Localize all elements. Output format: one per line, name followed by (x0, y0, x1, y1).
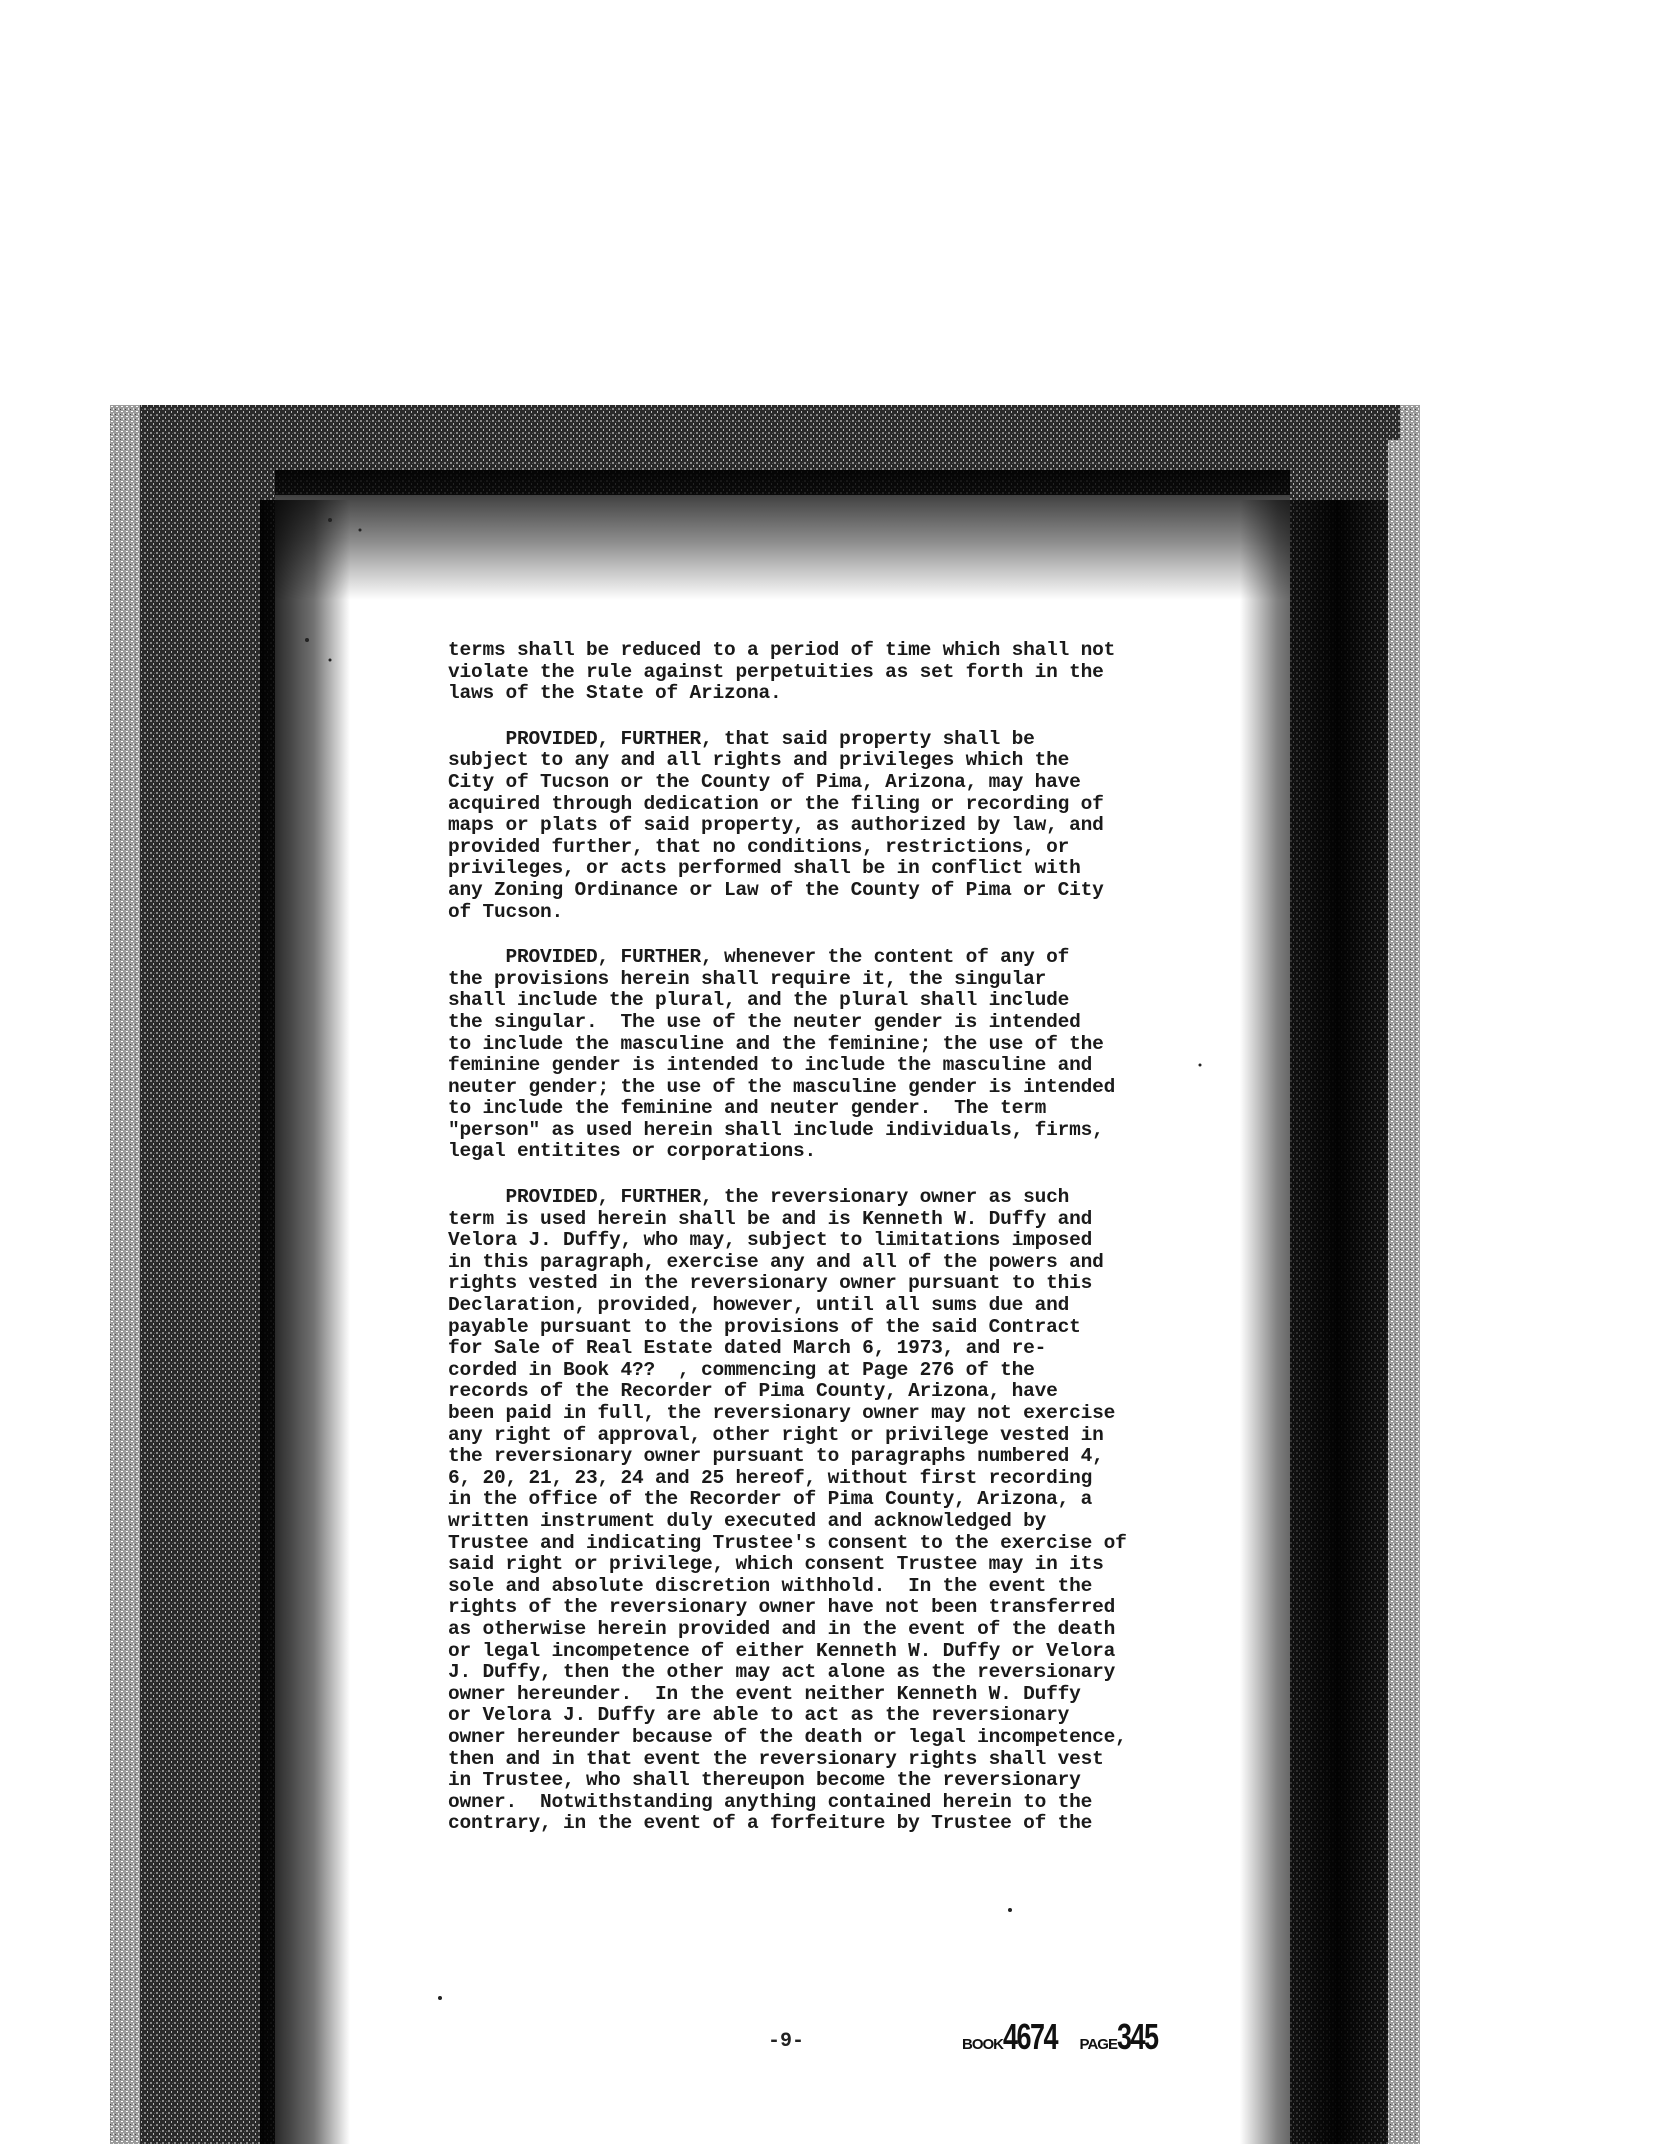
text-line: or legal incompetence of either Kenneth W. Duffy or Velora (448, 1639, 1116, 1662)
text-line: of Tucson. (448, 900, 564, 923)
text-line: for Sale of Real Estate dated March 6, 1973, and re- (448, 1337, 1047, 1360)
text-line: 6, 20, 21, 23, 24 and 25 hereof, without first recording (448, 1466, 1093, 1489)
text-line: in this paragraph, exercise any and all of the powers and (448, 1250, 1104, 1273)
book-page-stamp (962, 2016, 1171, 2058)
text-line: the singular. The use of the neuter gender is intended (448, 1010, 1081, 1033)
text-line: J. Duffy, then the other may act alone as the reversionary (448, 1661, 1116, 1684)
text-line: term is used herein shall be and is Kenneth W. Duffy and (448, 1207, 1093, 1230)
text-line: privileges, or acts performed shall be in conflict with (448, 857, 1081, 880)
text-line: feminine gender is intended to include the masculine and (448, 1054, 1093, 1077)
text-line: neuter gender; the use of the masculine gender is intended (448, 1075, 1116, 1098)
text-line: Trustee and indicating Trustee's consent to the exercise of (448, 1531, 1127, 1554)
text-line: contrary, in the event of a forfeiture by Trustee of the (448, 1812, 1093, 1835)
page-label: PAGE (1079, 2036, 1117, 2053)
text-line: any Zoning Ordinance or Law of the County of Pima or City (448, 878, 1104, 901)
text-line: shall include the plural, and the plural shall include (448, 989, 1070, 1012)
text-line: to include the feminine and neuter gender. The term (448, 1097, 1047, 1120)
text-line: maps or plats of said property, as authorized by law, and (448, 814, 1104, 837)
text-line: the reversionary owner pursuant to paragraphs numbered 4, (448, 1445, 1104, 1468)
text-line: Declaration, provided, however, until all sums due and (448, 1294, 1070, 1317)
text-line: terms shall be reduced to a period of time which shall not (448, 639, 1116, 661)
text-line: owner hereunder because of the death or legal incompetence, (448, 1725, 1127, 1748)
text-line: rights vested in the reversionary owner pursuant to this (448, 1272, 1093, 1295)
text-line: then and in that event the reversionary rights shall vest (448, 1747, 1104, 1770)
text-line: said right or privilege, which consent Trustee may in its (448, 1553, 1104, 1576)
text-line: PROVIDED, FURTHER, that said property shall be (448, 727, 1035, 750)
text-line: any right of approval, other right or privilege vested in (448, 1423, 1104, 1446)
text-line: rights of the reversionary owner have not been transferred (448, 1596, 1116, 1619)
paragraph (448, 640, 1238, 705)
text-line: as otherwise herein provided and in the event of the death (448, 1617, 1116, 1640)
text-line: been paid in full, the reversionary owner may not exercise (448, 1402, 1116, 1424)
paragraph (448, 1187, 1238, 1835)
text-line: legal entitites or corporations. (448, 1140, 817, 1163)
text-line: in the office of the Recorder of Pima County, Arizona, a (448, 1488, 1093, 1511)
paragraph (448, 947, 1238, 1163)
text-line: or Velora J. Duffy are able to act as the reversionary (448, 1704, 1070, 1727)
text-line: laws of the State of Arizona. (448, 682, 782, 705)
text-line: PROVIDED, FURTHER, the reversionary owner as such (448, 1186, 1070, 1209)
paragraph (448, 729, 1238, 923)
text-line: provided further, that no conditions, restrictions, or (448, 835, 1070, 858)
text-line: corded in Book 4?? , commencing at Page 276 of the (448, 1358, 1035, 1381)
text-line: subject to any and all rights and privileges which the (448, 749, 1070, 772)
text-line: to include the masculine and the feminine; the use of the (448, 1032, 1104, 1055)
text-line: records of the Recorder of Pima County, Arizona, have (448, 1380, 1058, 1403)
document-body (448, 640, 1238, 1859)
text-line: owner. Notwithstanding anything contained herein to the (448, 1790, 1093, 1813)
text-line: Velora J. Duffy, who may, subject to limitations imposed (448, 1229, 1093, 1252)
text-line: PROVIDED, FURTHER, whenever the content of any of (448, 946, 1070, 969)
text-line: "person" as used herein shall include individuals, firms, (448, 1118, 1104, 1141)
text-line: the provisions herein shall require it, the singular (448, 967, 1047, 990)
book-label: BOOK (962, 2036, 1003, 2053)
text-line: sole and absolute discretion withhold. In the event the (448, 1574, 1093, 1597)
stamp-page-number: 345 (1116, 2016, 1158, 2057)
text-line: payable pursuant to the provisions of the said Contract (448, 1315, 1081, 1338)
text-line: acquired through dedication or the filing or recording of (448, 792, 1104, 815)
text-line: written instrument duly executed and acknowledged by (448, 1509, 1047, 1532)
book-number: 4674 (1003, 2016, 1058, 2057)
page-number: -9- (768, 2030, 805, 2053)
text-line: City of Tucson or the County of Pima, Arizona, may have (448, 770, 1081, 793)
text-line: owner hereunder. In the event neither Kenneth W. Duffy (448, 1682, 1081, 1705)
text-line: in Trustee, who shall thereupon become the reversionary (448, 1769, 1081, 1792)
text-line: violate the rule against perpetuities as set forth in the (448, 660, 1104, 683)
